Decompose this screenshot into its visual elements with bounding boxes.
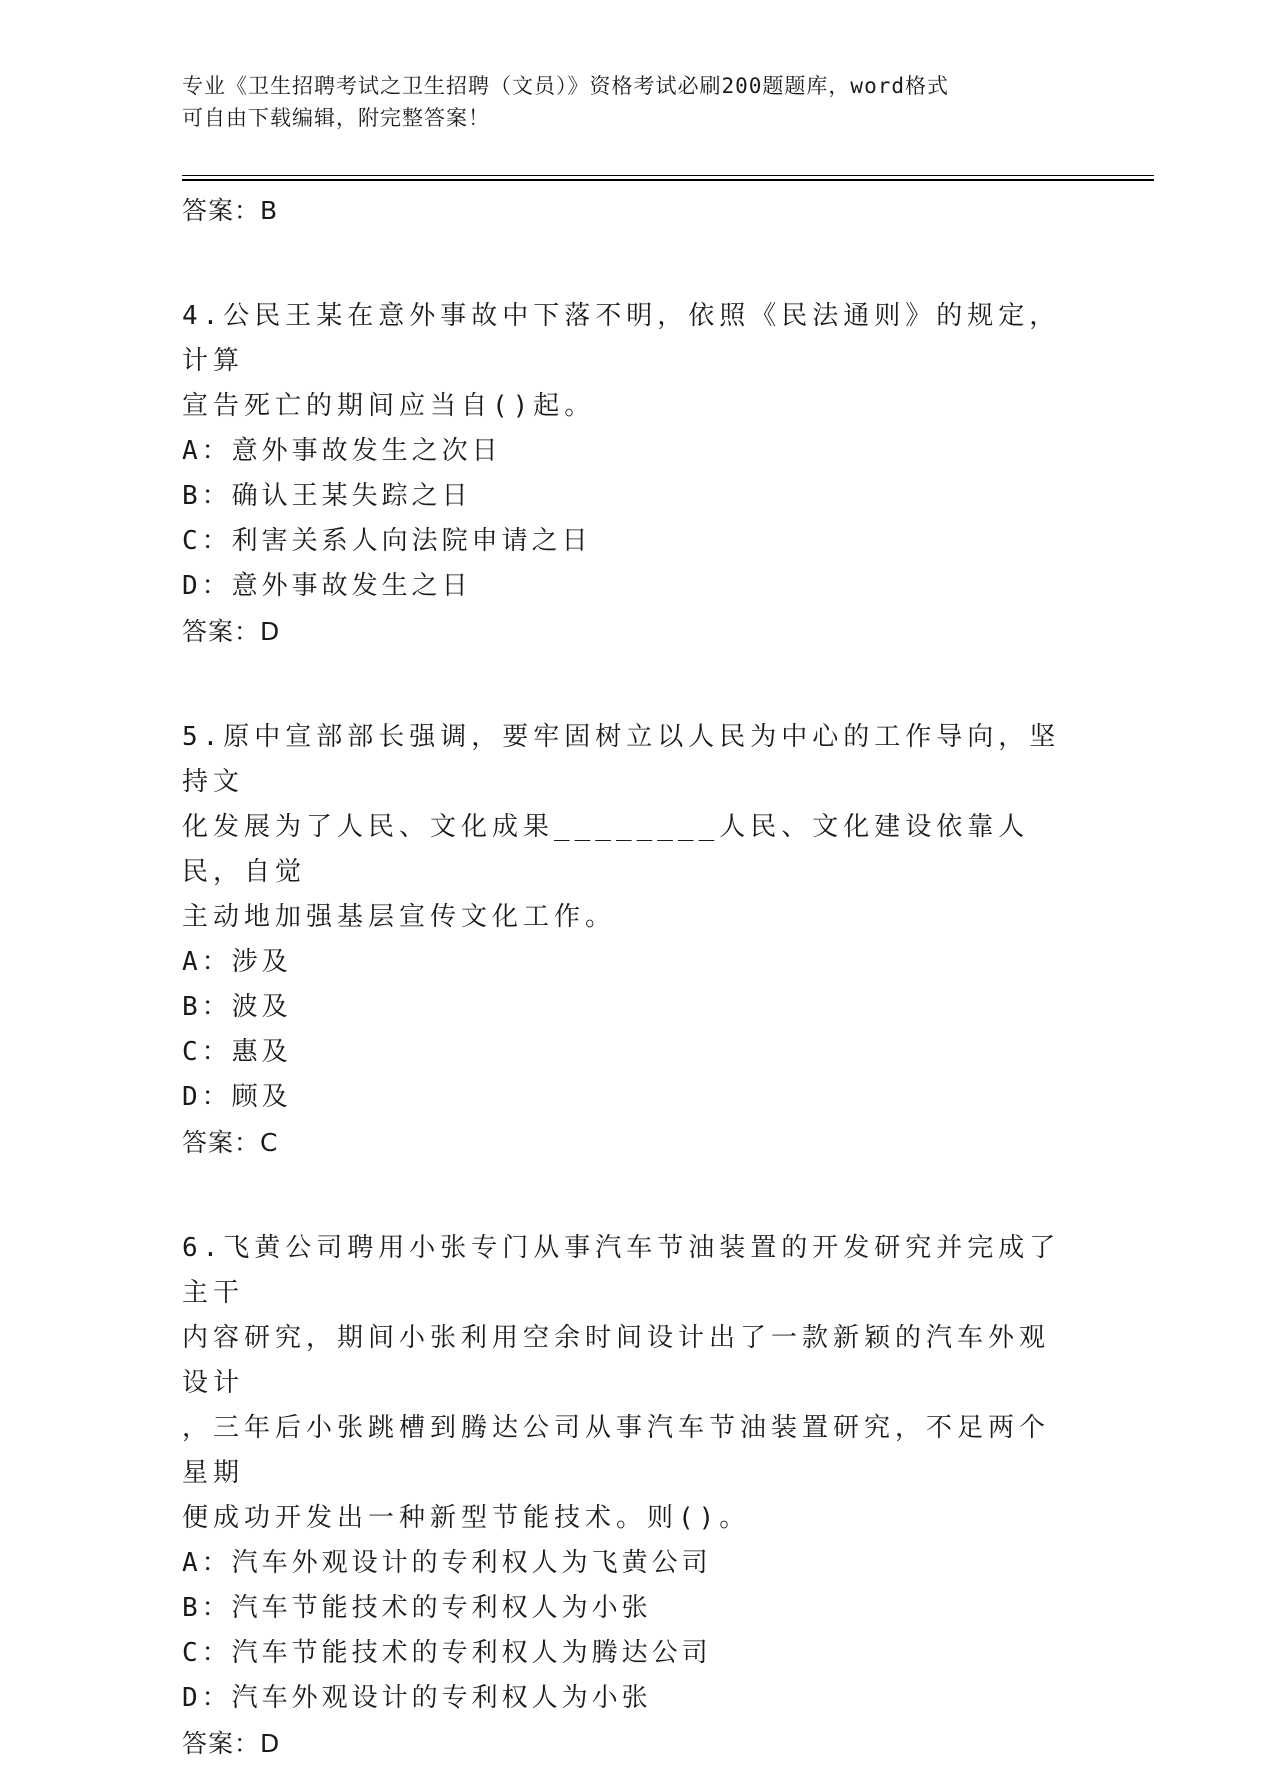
- question-text-line: 主动地加强基层宣传文化工作。: [182, 902, 617, 932]
- question-text-line: 便成功开发出一种新型节能技术。则()。: [182, 1503, 751, 1533]
- option-b: B：波及: [182, 992, 292, 1022]
- question-text-line: 6.飞黄公司聘用小张专门从事汽车节油装置的开发研究并完成了主干: [182, 1233, 1061, 1308]
- option-d: D：汽车外观设计的专利权人为小张: [182, 1683, 652, 1713]
- option-b: B：确认王某失踪之日: [182, 481, 472, 511]
- question-item: [182, 1226, 1062, 1767]
- answer-line: 答案：D: [182, 617, 281, 646]
- answer-line: 答案：D: [182, 1729, 281, 1758]
- header-title-line: 可自由下载编辑，附完整答案！: [182, 106, 490, 130]
- header-title-line: 专业《卫生招聘考试之卫生招聘（文员）》资格考试必刷200题题库，word格式: [182, 74, 949, 98]
- question-text-line: 内容研究，期间小张利用空余时间设计出了一款新颖的汽车外观设计: [182, 1323, 1051, 1398]
- option-a: A：汽车外观设计的专利权人为飞黄公司: [182, 1548, 712, 1578]
- question-text-line: 4.公民王某在意外事故中下落不明，依照《民法通则》的规定，计算: [182, 301, 1061, 376]
- question-list: [182, 188, 1062, 1767]
- option-b: B：汽车节能技术的专利权人为小张: [182, 1593, 652, 1623]
- option-c: C：惠及: [182, 1037, 292, 1067]
- option-a: A：意外事故发生之次日: [182, 436, 502, 466]
- question-item: [182, 715, 1062, 1166]
- question-text-line: ，三年后小张跳槽到腾达公司从事汽车节油装置研究，不足两个星期: [182, 1413, 1051, 1488]
- option-c: C：汽车节能技术的专利权人为腾达公司: [182, 1638, 712, 1668]
- option-c: C：利害关系人向法院申请之日: [182, 526, 592, 556]
- option-d: D：意外事故发生之日: [182, 571, 472, 601]
- option-d: D：顾及: [182, 1082, 292, 1112]
- previous-answer: 答案：B: [182, 196, 279, 225]
- answer-line: 答案：C: [182, 1128, 279, 1157]
- question-item: [182, 294, 1062, 655]
- option-a: A：涉及: [182, 947, 292, 977]
- question-text-line: 宣告死亡的期间应当自()起。: [182, 391, 596, 421]
- question-text-line: 5.原中宣部部长强调，要牢固树立以人民为中心的工作导向，坚持文: [182, 722, 1061, 797]
- page-header: [182, 70, 1082, 134]
- question-text-line: 化发展为了人民、文化成果________人民、文化建设依靠人民，自觉: [182, 812, 1030, 887]
- header-divider: [182, 175, 1154, 181]
